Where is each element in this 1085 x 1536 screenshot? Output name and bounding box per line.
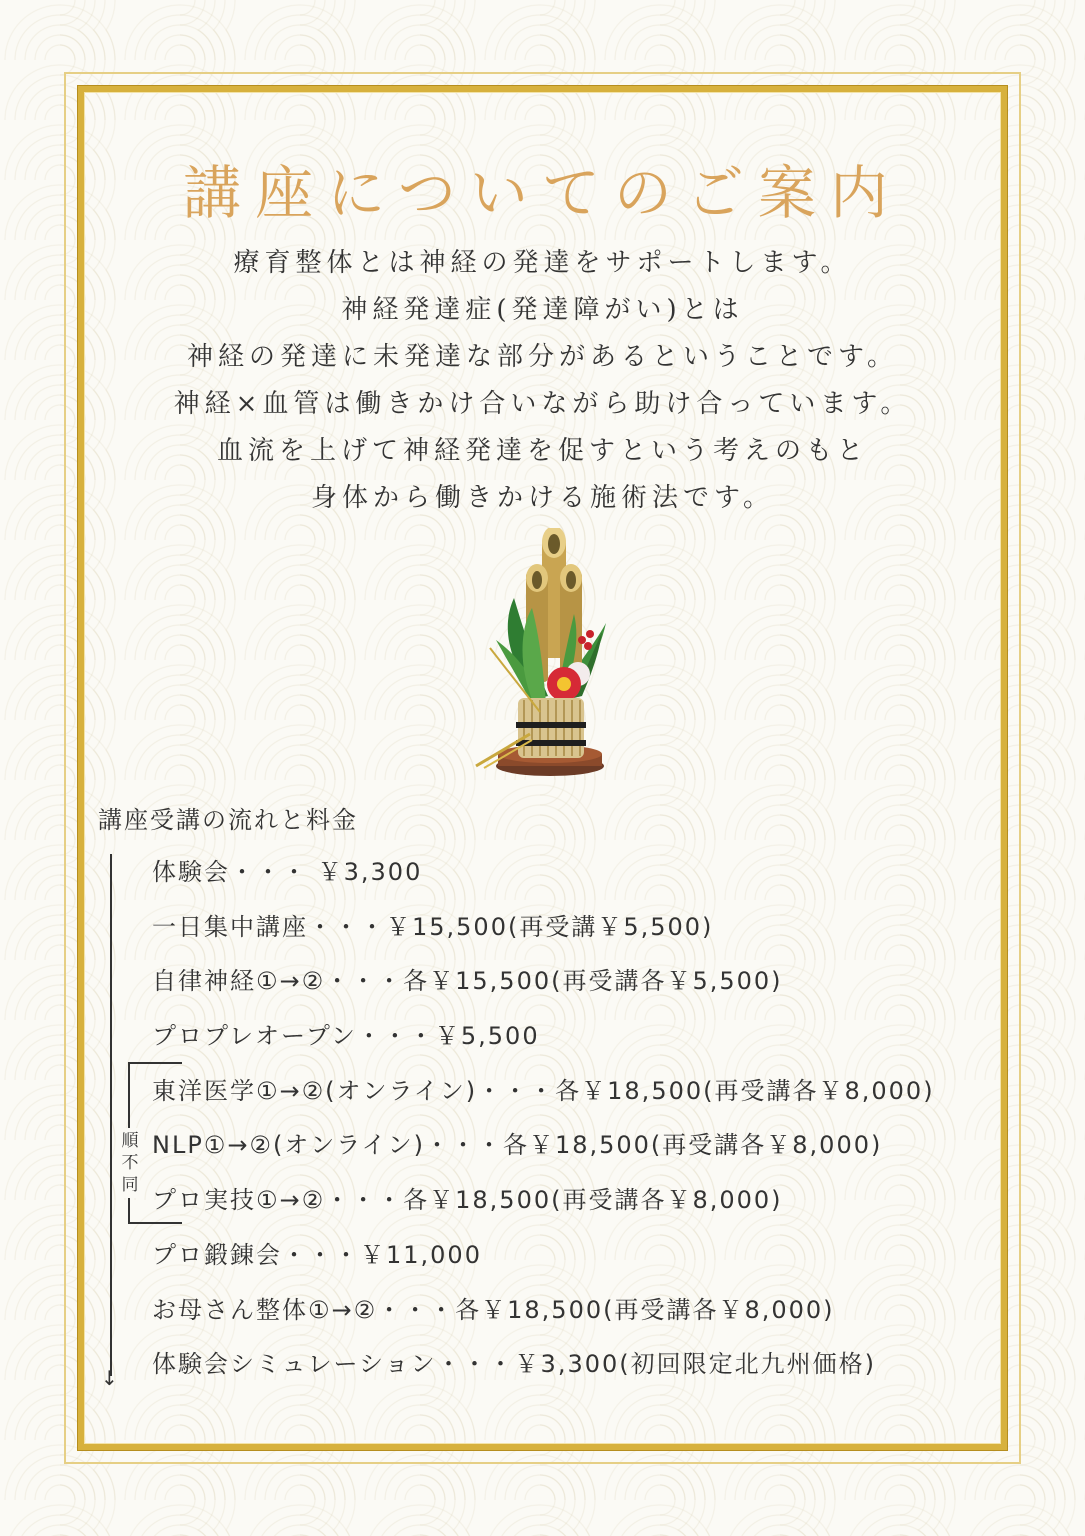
course-item: 体験会シミュレーション・・・￥3,300(初回限定北九州価格) [152, 1350, 876, 1379]
intro-text [0, 240, 1085, 522]
course-item: NLP①→②(オンライン)・・・各￥18,500(再受講各￥8,000) [152, 1131, 883, 1160]
intro-line: 療育整体とは神経の発達をサポートします。 [233, 248, 852, 278]
arrow-down-icon: ↓ [101, 1366, 118, 1390]
course-list [152, 852, 935, 1399]
course-item: 一日集中講座・・・￥15,500(再受講￥5,500) [152, 912, 714, 941]
intro-line: 神経×血管は働きかけ合いながら助け合っています。 [173, 389, 912, 419]
course-item: プロプレオープン・・・￥5,500 [152, 1022, 540, 1051]
course-item: 東洋医学①→②(オンライン)・・・各￥18,500(再受講各￥8,000) [152, 1076, 935, 1105]
intro-line: 神経の発達に未発達な部分があるということです。 [187, 342, 898, 372]
course-item: お母さん整体①→②・・・各￥18,500(再受講各￥8,000) [152, 1295, 835, 1324]
section-title: 講座受講の流れと料金 [98, 806, 358, 834]
kadomatsu-illustration [470, 528, 620, 784]
intro-line: 血流を上げて神経発達を促すという考えのもと [216, 436, 868, 466]
bracket-label-text: 順 不 同 [121, 1131, 139, 1195]
course-item: プロ実技①→②・・・各￥18,500(再受講各￥8,000) [152, 1186, 783, 1215]
course-item: 体験会・・・ ￥3,300 [152, 858, 423, 886]
intro-line: 神経発達症(発達障がい)とは [341, 295, 744, 325]
intro-line: 身体から働きかける施術法です。 [311, 483, 774, 513]
page-title: 講座についてのご案内 [183, 159, 902, 227]
course-item: 自律神経①→②・・・各￥15,500(再受講各￥5,500) [152, 967, 783, 996]
flow-line [110, 854, 112, 1376]
course-item: プロ鍛錬会・・・￥11,000 [152, 1240, 482, 1269]
bracket-label [120, 1128, 140, 1198]
